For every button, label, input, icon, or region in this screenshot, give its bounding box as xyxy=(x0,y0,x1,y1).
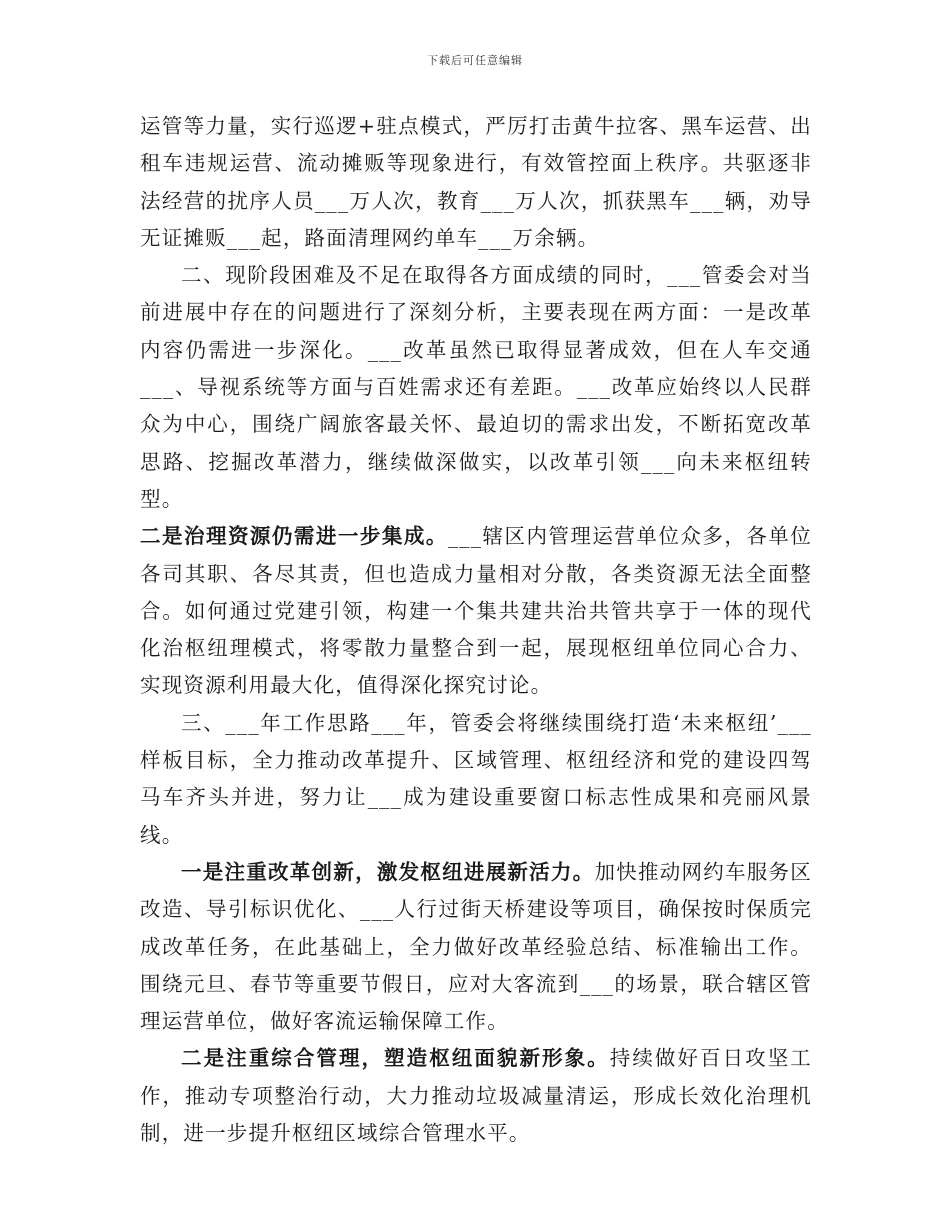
paragraph-6-text: 持续做好百日攻坚工作，推动专项整治行动，大力推动垃圾减量清运，形成长效化治理机制，进一步提升枢纽区域综合管理水平。 xyxy=(140,1046,812,1146)
paragraph-5 xyxy=(140,854,812,1040)
paragraph-1-text: 运管等力量，实行巡逻+驻点模式，严厉打击黄牛拉客、黑车运营、出租车违规运营、流动摊贩等现象进行，有效管控面上秩序。共驱逐非法经营的扰序人员___万人次，教育___万人次，抓获黑车___辆，劝导无证摊贩___起，路面清理网约单车___万余辆。 xyxy=(140,114,812,250)
paragraph-3 xyxy=(140,518,812,704)
paragraph-3-text: ___辖区内管理运营单位众多，各单位各司其职、各尽其责，但也造成力量相对分散，各类资源无法全面整合。如何通过党建引领，构建一个集共建共治共管共享于一体的现代化治枢纽理模式，将零散力量整合到一起，展现枢纽单位同心合力、实现资源利用最大化，值得深化探究讨论。 xyxy=(140,524,812,698)
paragraph-1 xyxy=(140,108,812,257)
paragraph-3-lead: 二是治理资源仍需进一步集成。 xyxy=(140,524,448,549)
paragraph-6-lead: 二是注重综合管理，塑造枢纽面貌新形象。 xyxy=(181,1046,610,1071)
paragraph-6 xyxy=(140,1040,812,1152)
document-body xyxy=(140,108,812,1152)
paragraph-4-text: 三、___年工作思路___年，管委会将继续围绕打造‘未来枢纽’___样板目标，全力推动改革提升、区域管理、枢纽经济和党的建设四驾马车齐头并进，努力让___成为建设重要窗口标志性成果和亮丽风景线。 xyxy=(140,710,812,847)
paragraph-5-lead: 一是注重改革创新，激发枢纽进展新活力。 xyxy=(181,859,595,884)
paragraph-2-text: 二、现阶段困难及不足在取得各方面成绩的同时，___管委会对当前进展中存在的问题进行了深刻分析，主要表现在两方面：一是改革内容仍需进一步深化。___改革虽然已取得显著成效，但在人车交通___、导视系统等方面与百姓需求还有差距。___改革应始终以人民群众为中心，围绕广阔旅客最关怀、最迫切的需求出发，不断拓宽改革思路、挖掘改革潜力，继续做深做实，以改革引领___向未来枢纽转型。 xyxy=(140,263,812,511)
paragraph-5-text: 加快推动网约车服务区改造、导引标识优化、___人行过街天桥建设等项目，确保按时保质完成改革任务，在此基础上，全力做好改革经验总结、标准输出工作。围绕元旦、春节等重要节假日，应对大客流到___的场景，联合辖区管理运营单位，做好客流运输保障工作。 xyxy=(140,859,812,1034)
page-header: 下载后可任意编辑 xyxy=(427,54,523,67)
paragraph-2 xyxy=(140,257,812,518)
paragraph-4 xyxy=(140,705,812,854)
